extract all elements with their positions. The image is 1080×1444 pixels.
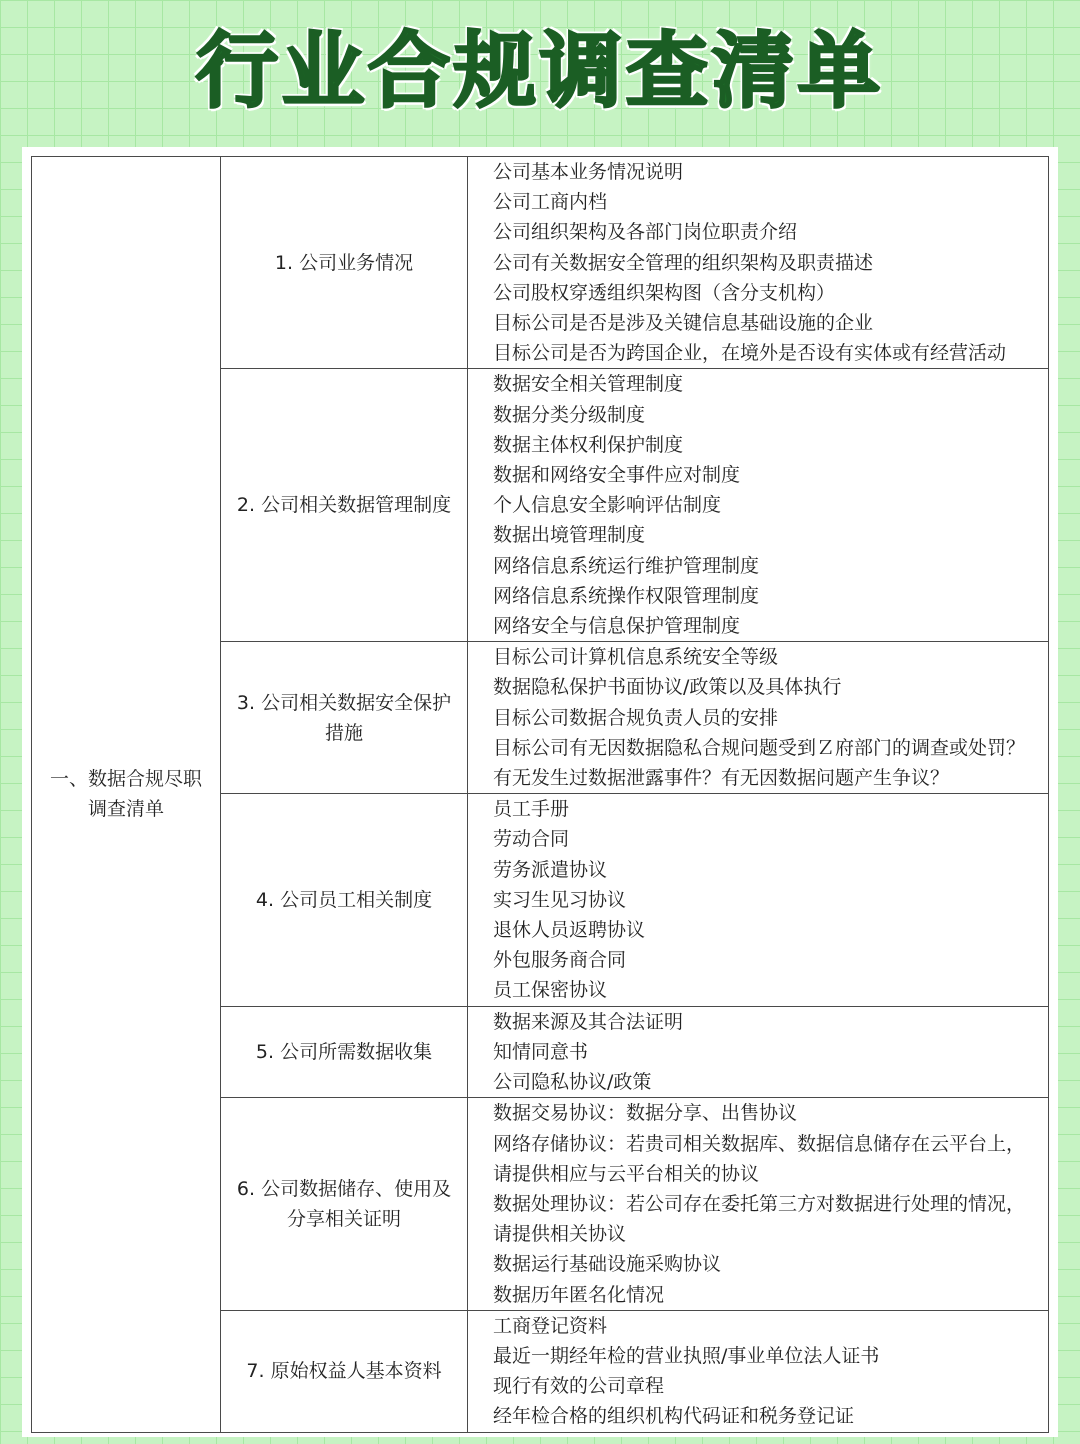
checklist-item: 工商登记资料	[493, 1314, 608, 1337]
section-label: 2. 公司相关数据管理制度	[221, 369, 468, 642]
section-row	[32, 157, 1049, 369]
section-label: 3. 公司相关数据安全保护措施	[221, 642, 468, 794]
checklist-item: 数据来源及其合法证明	[493, 1010, 684, 1033]
section-label: 6. 公司数据储存、使用及分享相关证明	[221, 1098, 468, 1310]
checklist-item: 目标公司计算机信息系统安全等级	[493, 646, 779, 669]
checklist-item: 数据和网络安全事件应对制度	[493, 464, 741, 487]
checklist-sheet	[22, 147, 1058, 1437]
section-items	[468, 369, 1049, 642]
checklist-item: 数据主体权利保护制度	[493, 433, 684, 456]
section-items	[468, 157, 1049, 369]
checklist-item: 最近一期经年检的营业执照/事业单位法人证书	[493, 1344, 880, 1367]
checklist-item: 目标公司是否为跨国企业，在境外是否设有实体或有经营活动	[493, 342, 1007, 365]
checklist-item: 知情同意书	[493, 1040, 589, 1063]
checklist-item: 劳动合同	[493, 828, 570, 851]
checklist-item: 数据出境管理制度	[493, 524, 646, 547]
checklist-item: 外包服务商合同	[493, 949, 627, 972]
checklist-item: 现行有效的公司章程	[493, 1375, 665, 1398]
checklist-table	[31, 156, 1049, 1433]
checklist-item: 数据隐私保护书面协议/政策以及具体执行	[493, 676, 842, 699]
checklist-item: 数据处理协议：若公司存在委托第三方对数据进行处理的情况，请提供相关协议	[493, 1192, 1026, 1246]
checklist-item: 员工手册	[493, 798, 570, 821]
section-items	[468, 642, 1049, 794]
checklist-item: 目标公司数据合规负责人员的安排	[493, 706, 779, 729]
checklist-item: 目标公司有无因数据隐私合规问题受到Ｚ府部门的调查或处罚？有无发生过数据泄露事件？有无因数据问题产生争议？	[493, 736, 1026, 790]
checklist-item: 公司基本业务情况说明	[493, 161, 684, 183]
checklist-item: 退休人员返聘协议	[493, 919, 646, 942]
section-label: 1. 公司业务情况	[221, 157, 468, 369]
checklist-item: 数据交易协议：数据分享、出售协议	[493, 1102, 798, 1125]
page-title: 行业合规调查清单	[195, 24, 884, 119]
checklist-item: 网络存储协议：若贵司相关数据库、数据信息储存在云平台上，请提供相应与云平台相关的协议	[493, 1132, 1026, 1185]
checklist-item: 公司有关数据安全管理的组织架构及职责描述	[493, 251, 874, 274]
checklist-item: 网络信息系统运行维护管理制度	[493, 554, 760, 577]
checklist-item: 公司隐私协议/政策	[493, 1071, 652, 1094]
section-label: 7. 原始权益人基本资料	[221, 1310, 468, 1432]
category-cell: 一、数据合规尽职调查清单	[32, 157, 221, 1433]
checklist-item: 网络安全与信息保护管理制度	[493, 615, 741, 638]
checklist-item: 劳务派遣协议	[493, 858, 608, 881]
section-items	[468, 1098, 1049, 1310]
section-items	[468, 1006, 1049, 1098]
checklist-item: 数据安全相关管理制度	[493, 373, 684, 396]
checklist-item: 目标公司是否是涉及关键信息基础设施的企业	[493, 312, 874, 335]
section-label: 4. 公司员工相关制度	[221, 794, 468, 1006]
checklist-item: 网络信息系统操作权限管理制度	[493, 584, 760, 607]
checklist-item: 数据分类分级制度	[493, 403, 646, 426]
checklist-item: 公司股权穿透组织架构图（含分支机构）	[493, 281, 836, 304]
checklist-item: 公司组织架构及各部门岗位职责介绍	[493, 221, 798, 244]
checklist-item: 实习生见习协议	[493, 888, 627, 911]
checklist-item: 员工保密协议	[493, 979, 608, 1002]
checklist-item: 公司工商内档	[493, 191, 608, 214]
section-items	[468, 1310, 1049, 1432]
checklist-item: 数据运行基础设施采购协议	[493, 1253, 722, 1276]
checklist-item: 个人信息安全影响评估制度	[493, 494, 722, 517]
section-items	[468, 794, 1049, 1006]
checklist-item: 数据历年匿名化情况	[493, 1283, 665, 1306]
section-label: 5. 公司所需数据收集	[221, 1006, 468, 1098]
checklist-item: 经年检合格的组织机构代码证和税务登记证	[493, 1405, 855, 1428]
